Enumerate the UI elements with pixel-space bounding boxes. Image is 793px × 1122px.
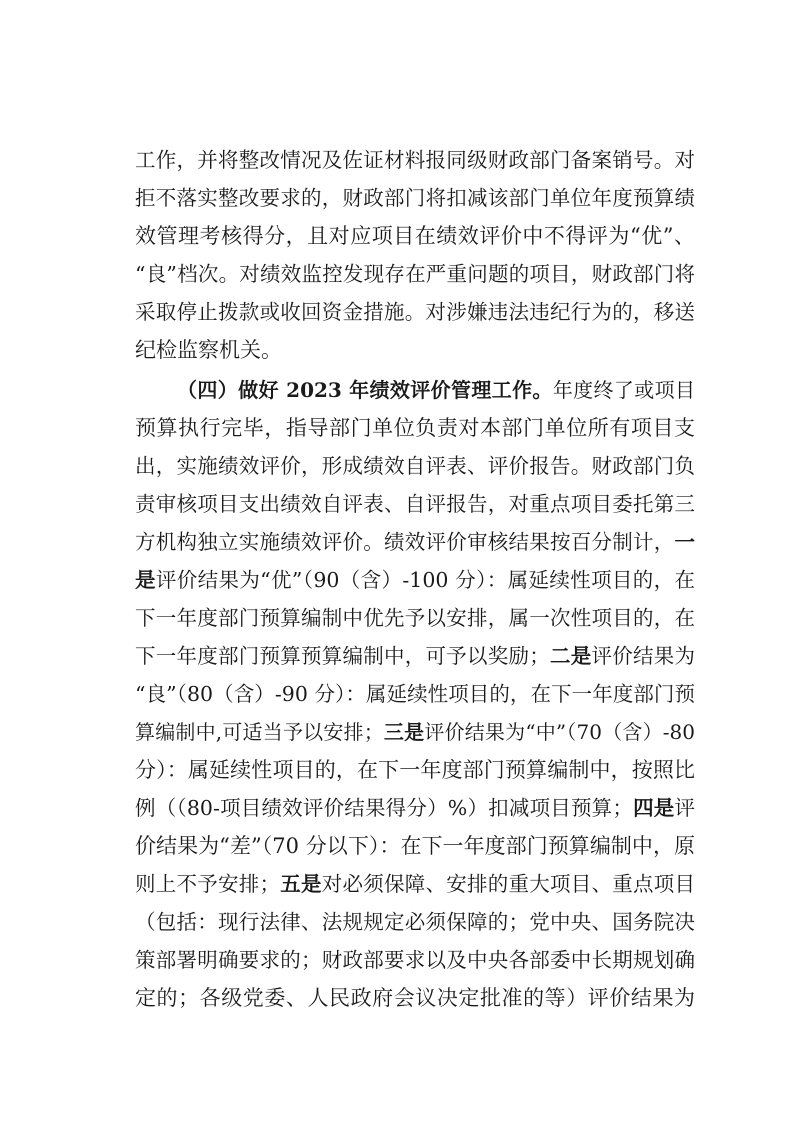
- text-span: 对必须保障、安排的重大项目、重点项目: [321, 872, 695, 896]
- text-line: [135, 636, 695, 676]
- text-span: 算编制中,可适当予以安排；: [135, 720, 384, 744]
- text-line: 预算执行完毕，指导部门单位负责对本部门单位所有项目支: [135, 416, 695, 440]
- text-span: 年度终了或项目: [552, 378, 695, 402]
- keyword-second: 二是: [549, 644, 592, 668]
- text-line: 策部署明确要求的；财政部要求以及中央各部委中长期规划确: [135, 948, 695, 972]
- text-span: 评价结果为: [591, 644, 695, 668]
- text-line: [135, 864, 695, 904]
- section-heading: （四）做好 2023 年绩效评价管理工作。: [177, 378, 553, 402]
- text-span: 则上不予安排；: [135, 872, 280, 896]
- text-span: 方机构独立实施绩效评价。绩效评价审核结果按百分制计，: [135, 530, 675, 554]
- keyword-third: 三是: [383, 720, 425, 744]
- text-line: 效管理考核得分，且对应项目在绩效评价中不得评为“优”、: [135, 224, 695, 248]
- text-span: 评: [674, 796, 695, 820]
- text-span: 下一年度部门预算预算编制中，可予以奖励；: [135, 644, 550, 668]
- text-line: [135, 712, 695, 752]
- paragraph-heading-line: [177, 370, 695, 410]
- text-line: 定的；各级党委、人民政府会议决定批准的等）评价结果为: [135, 986, 695, 1010]
- text-line: [135, 560, 695, 600]
- text-line: 采取停止拨款或收回资金措施。对涉嫌违法违纪行为的，移送: [135, 300, 695, 324]
- text-line: 下一年度部门预算编制中优先予以安排，属一次性项目的，在: [135, 606, 695, 630]
- text-line: [135, 788, 695, 828]
- text-line: 工作，并将整改情况及佐证材料报同级财政部门备案销号。对: [135, 148, 695, 172]
- text-span: 评价结果为“优”（90（含）-100 分）：属延续性项目的，在: [155, 568, 695, 592]
- keyword-first-cont: 是: [135, 568, 156, 592]
- text-line: “良”（80（含）-90 分）：属延续性项目的，在下一年度部门预: [135, 682, 695, 706]
- text-span: 评价结果为“中”（70（含）-80: [424, 720, 695, 744]
- keyword-first: 一: [674, 530, 695, 554]
- text-line: 价结果为“差”（70 分以下）：在下一年度部门预算编制中，原: [135, 834, 695, 858]
- text-line: 纪检监察机关。: [135, 338, 282, 362]
- text-line: 出，实施绩效评价，形成绩效自评表、评价报告。财政部门负: [135, 454, 695, 478]
- text-line: 责审核项目支出绩效自评表、自评报告，对重点项目委托第三: [135, 492, 695, 516]
- text-line: （包括：现行法律、法规规定必须保障的；党中央、国务院决: [135, 910, 695, 934]
- text-line: 拒不落实整改要求的，财政部门将扣减该部门单位年度预算绩: [135, 186, 695, 210]
- text-line: 分）：属延续性项目的，在下一年度部门预算编制中，按照比: [135, 758, 695, 782]
- text-line: “良”档次。对绩效监控发现存在严重问题的项目，财政部门将: [135, 262, 695, 286]
- text-span: 例（（80-项目绩效评价结果得分）%）扣减项目预算；: [135, 796, 633, 820]
- text-line: [135, 522, 695, 562]
- keyword-fifth: 五是: [280, 872, 322, 896]
- keyword-fourth: 四是: [632, 796, 675, 820]
